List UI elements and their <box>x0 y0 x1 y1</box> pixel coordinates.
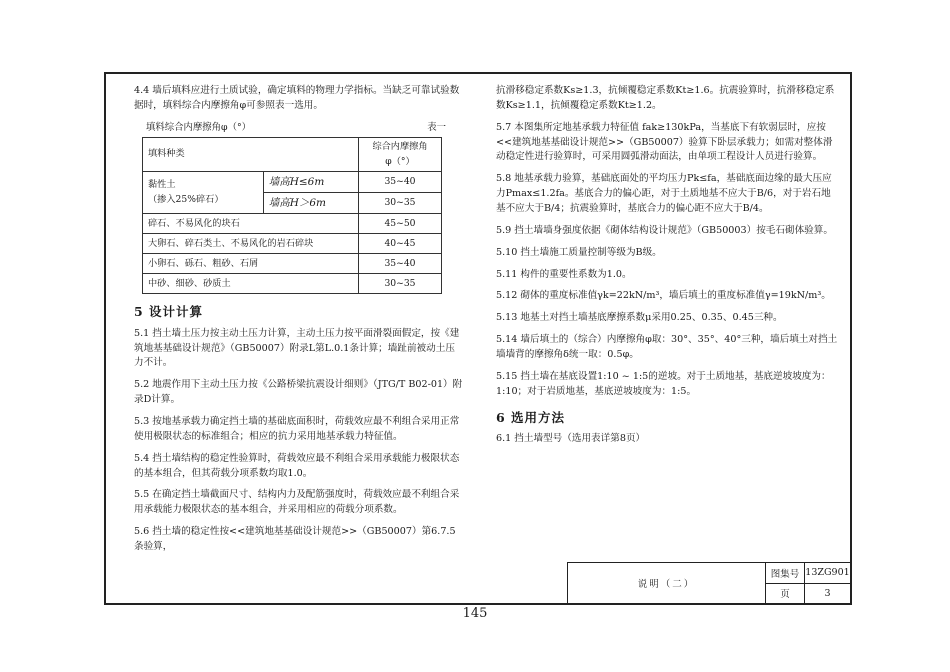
atlas-row <box>766 563 850 583</box>
section-6-heading: 6 选用方法 <box>496 409 566 425</box>
friction-value: 40~45 <box>359 234 442 254</box>
para-5-4: 5.4 挡土墙结构的稳定性验算时，荷载效应最不利组合采用承载能力极限状态的基本组合，但其荷载分项系数均取1.0。 <box>134 452 460 479</box>
table-row <box>143 274 442 294</box>
friction-value: 45~50 <box>359 214 442 234</box>
table-row <box>143 234 442 254</box>
clay-line2: （掺入25%碎石） <box>148 193 224 205</box>
title-block-grid <box>765 563 850 603</box>
fill-type-cell: 小卵石、砾石、粗砂、石屑 <box>143 254 359 274</box>
title-block <box>567 562 850 603</box>
fill-friction-table <box>142 137 442 294</box>
para-5-10: 5.10 挡土墙施工质量控制等级为B级。 <box>496 246 662 258</box>
friction-value: 35~40 <box>359 171 442 192</box>
header-friction-line2: φ（°） <box>385 155 415 167</box>
friction-value: 30~35 <box>359 274 442 294</box>
para-5-15: 5.15 挡土墙在基底设置1:10 ~ 1:5的逆坡。对于土质地基，基底逆坡坡度为：1:10；对于岩质地基，基底逆坡坡度为：1:5。 <box>496 370 831 397</box>
table-caption <box>146 121 446 136</box>
para-4-4: 4.4 墙后填料应进行土质试验，确定填料的物理力学指标。当缺乏可靠试验数据时，填料综合内摩擦角φ可参照表一选用。 <box>134 85 460 111</box>
friction-value: 30~35 <box>359 193 442 214</box>
fill-type-cell: 碎石、不易风化的块石 <box>143 214 359 234</box>
fill-type-cell: 中砂、细砂、砂质土 <box>143 274 359 294</box>
page-row <box>766 583 850 604</box>
para-6-1: 6.1 挡土墙型号（选用表详第8页） <box>496 432 646 444</box>
sheet-title: 说明（二） <box>637 579 696 590</box>
header-friction-line1: 综合内摩擦角 <box>372 141 428 153</box>
wall-height-low: 墙高H≤6m <box>263 171 358 192</box>
friction-value: 35~40 <box>359 254 442 274</box>
page-number: 145 <box>462 606 488 621</box>
table-caption-number: 表一 <box>427 121 446 133</box>
para-5-14: 5.14 墙后填土的（综合）内摩擦角φ取：30°、35°、40°三种，墙后填土对挡土墙墙背的摩擦角δ统一取：0.5φ。 <box>496 334 838 361</box>
atlas-number: 13ZG901 <box>805 567 850 579</box>
table-caption-title: 填料综合内摩擦角φ（°） <box>146 121 252 133</box>
right-column <box>496 84 838 454</box>
fill-type-cell: 大卵石、碎石类土、不易风化的岩石碎块 <box>143 234 359 254</box>
section-5-heading: 5 设计计算 <box>134 304 204 320</box>
page-label: 页 <box>766 584 805 604</box>
para-5-11: 5.11 构件的重要性系数为1.0。 <box>496 268 632 280</box>
para-5-2: 5.2 地震作用下主动土压力按《公路桥梁抗震设计细则》（JTG/T B02-01）附录D计算。 <box>134 379 463 406</box>
wall-height-high: 墙高H＞6m <box>263 193 358 214</box>
table-row <box>143 214 442 234</box>
atlas-label: 图集号 <box>766 563 805 583</box>
clay-cell <box>143 171 264 214</box>
table-row <box>143 171 442 192</box>
para-5-6-start: 5.6 挡土墙的稳定性按<<建筑地基基础设计规范>>（GB50007）第6.7.5条验算， <box>134 526 456 553</box>
clay-line1: 黏性土 <box>148 179 176 191</box>
para-5-5: 5.5 在确定挡土墙截面尺寸、结构内力及配筋强度时，荷载效应最不利组合采用承载能力极限状态的基本组合，并采用相应的荷载分项系数。 <box>134 489 460 516</box>
para-5-13: 5.13 地基土对挡土墙基底摩擦系数μ采用0.25、0.35、0.45三种。 <box>496 312 783 324</box>
sheet-page-number: 3 <box>824 587 831 599</box>
table-header-row <box>143 138 442 172</box>
table-row <box>143 254 442 274</box>
para-5-12: 5.12 砌体的重度标准值γk=22kN/m³，墙后填土的重度标准值γ=19kN/m³。 <box>496 290 831 302</box>
para-5-6-end: 抗滑移稳定系数Ks≥1.3，抗倾覆稳定系数Kt≥1.6。抗震验算时，抗滑移稳定系数Ks≥1.1，抗倾覆稳定系数Kt≥1.2。 <box>496 85 835 111</box>
left-column <box>134 84 464 562</box>
para-5-8: 5.8 地基承载力验算，基础底面处的平均压力Pk≤fa，基础底面边缘的最大压应力Pmax≤1.2fa。基底合力的偏心距，对于土质地基不应大于B/6，对于岩石地基不应大于B/4；抗震验算时，基底合力的偏心距不应大于B/4。 <box>496 173 832 215</box>
header-friction-angle <box>359 138 442 172</box>
header-fill-type: 填料种类 <box>143 138 359 172</box>
para-5-1: 5.1 挡土墙土压力按主动土压力计算，主动土压力按平面滑裂面假定，按《建筑地基基础设计规范》（GB50007）附录L第L.0.1条计算；墙趾前被动土压力不计。 <box>134 327 460 369</box>
drawing-sheet <box>104 72 852 605</box>
para-5-9: 5.9 挡土墙墙身强度依据《砌体结构设计规范》（GB50003）按毛石砌体验算。 <box>496 224 833 236</box>
para-5-3: 5.3 按地基承载力确定挡土墙的基础底面积时，荷载效应最不利组合采用正常使用极限状态的标准组合；相应的抗力采用地基承载力特征值。 <box>134 416 460 442</box>
para-5-7: 5.7 本图集所定地基承载力特征值 fak≥130kPa，当基底下有软弱层时，应按<<建筑地基基础设计规范>>（GB50007）验算下卧层承载力；如需对整体滑动稳定性进行验算时，可采用圆弧滑动面法，由单项工程设计人员进行验算。 <box>496 121 833 163</box>
